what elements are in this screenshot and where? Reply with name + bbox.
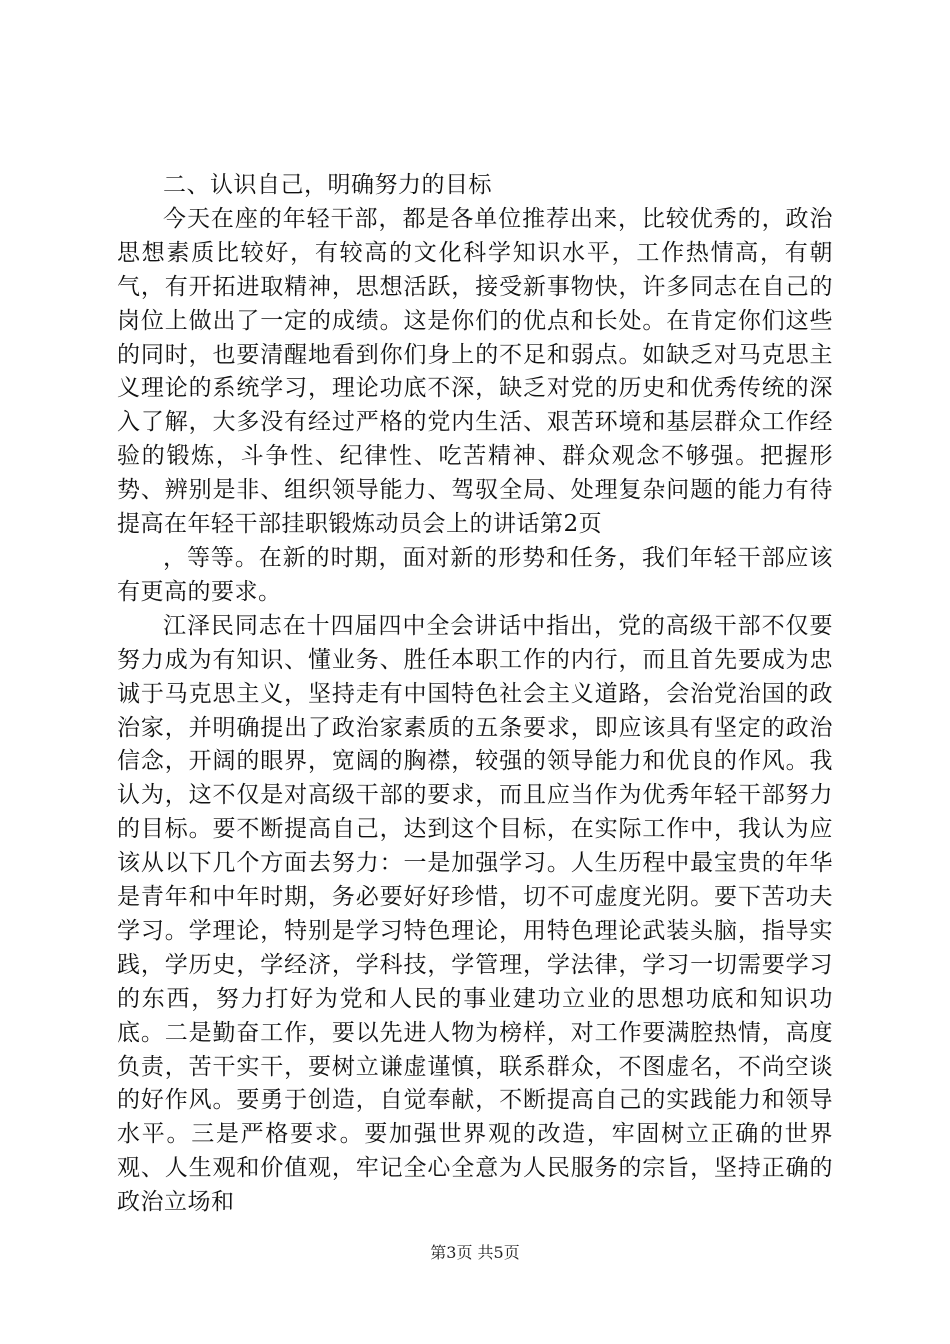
section-heading: 二、认识自己，明确努力的目标 xyxy=(163,172,492,198)
paragraph-3: 江泽民同志在十四届四中全会讲话中指出，党的高级干部不仅要努力成为有知识、懂业务、胜任本职工作的内行，而且首先要成为忠诚于马克思主义，坚持走有中国特色社会主义道路，会治党治国的政治家，并明确提出了政治家素质的五条要求，即应该具有坚定的政治信念，开阔的眼界，宽阔的胸襟，较强的领导能力和优良的作风。我认为，这不仅是对高级干部的要求，而且应当作为优秀年轻干部努力的目标。要不断提高自己，达到这个目标，在实际工作中，我认为应该从以下几个方面去努力：一是加强学习。人生历程中最宝贵的年华是青年和中年时期，务必要好好珍惜，切不可虚度光阴。要下苦功夫学习。学理论，特别是学习特色理论，用特色理论武装头脑，指导实践，学历史，学经济，学科技，学管理，学法律，学习一切需要学习的东西，努力打好为党和人民的事业建功立业的思想功底和知识功底。二是勤奋工作，要以先进人物为榜样，对工作要满腔热情，高度负责，苦干实干，要树立谦虚谨慎，联系群众，不图虚名，不尚空谈的好作风。要勇于创造，自觉奉献，不断提高自己的实践能力和领导水平。三是严格要求。要加强世界观的改造，牢固树立正确的世界观、人生观和价值观，牢记全心全意为人民服务的宗旨，坚持正确的政治立场和 xyxy=(117,612,833,1216)
paragraph-1: 今天在座的年轻干部，都是各单位推荐出来，比较优秀的，政治思想素质比较好，有较高的文化科学知识水平，工作热情高，有朝气，有开拓进取精神，思想活跃，接受新事物快，许多同志在自己的岗位上做出了一定的成绩。这是你们的优点和长处。在肯定你们这些的同时，也要清醒地看到你们身上的不足和弱点。如缺乏对马克思主义理论的系统学习，理论功底不深，缺乏对党的历史和优秀传统的深入了解，大多没有经过严格的党内生活、艰苦环境和基层群众工作经验的锻炼，斗争性、纪律性、吃苦精神、群众观念不够强。把握形势、辨别是非、组织领导能力、驾驭全局、处理复杂问题的能力有待提高在年轻干部挂职锻炼动员会上的讲话第2页 xyxy=(117,205,833,538)
paragraph-2: ，等等。在新的时期，面对新的形势和任务，我们年轻干部应该有更高的要求。 xyxy=(117,544,833,605)
document-body xyxy=(117,169,833,1220)
page-footer: 第3页 共5页 xyxy=(430,1243,520,1262)
